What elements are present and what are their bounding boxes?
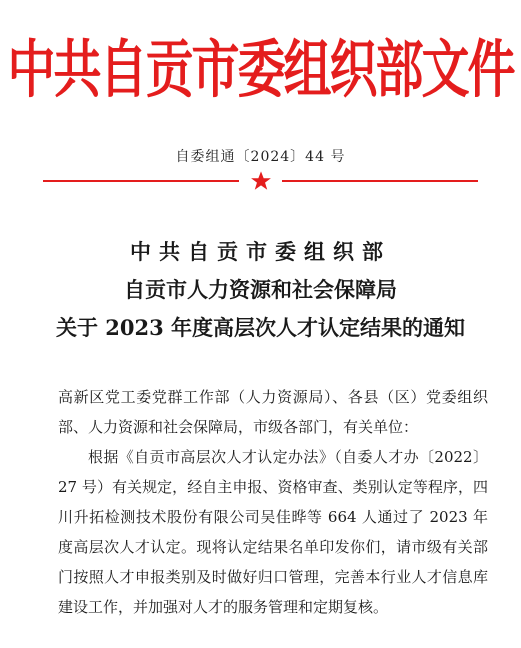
addressee-paragraph: 高新区党工委党群工作部（人力资源局）、各县（区）党委组织部、人力资源和社会保障局，市级各部门，有关单位：	[58, 388, 488, 436]
red-divider	[43, 171, 478, 191]
star-icon	[250, 170, 272, 192]
title-line-2: 自贡市人力资源和社会保障局	[124, 277, 397, 302]
title-line-1: 中共自贡市委组织部	[130, 239, 391, 264]
notice-title	[0, 233, 521, 347]
body-paragraph: 根据《自贡市高层次人才认定办法》（自委人才办〔2022〕27 号）有关规定，经自主申报、资格审查、类别认定等程序，四川升拓检测技术股份有限公司吴佳晔等 664 人通过了 2023 年度高层次人才认定。现将认定结果名单印发你们，请市级有关部门按照人才申报类别及时做好归口管理，完善本行业人才信息库建设工作，并加强对人才的服务管理和定期复核。	[58, 448, 488, 616]
document-number: 自委组通〔2024〕44 号	[175, 149, 346, 165]
divider-line-left	[43, 180, 239, 182]
title-line-3: 关于 2023 年度高层次人才认定结果的通知	[55, 315, 466, 340]
divider-line-right	[282, 180, 478, 182]
notice-body	[58, 382, 488, 622]
masthead-title: 中共自贡市委组织部文件	[7, 33, 514, 107]
